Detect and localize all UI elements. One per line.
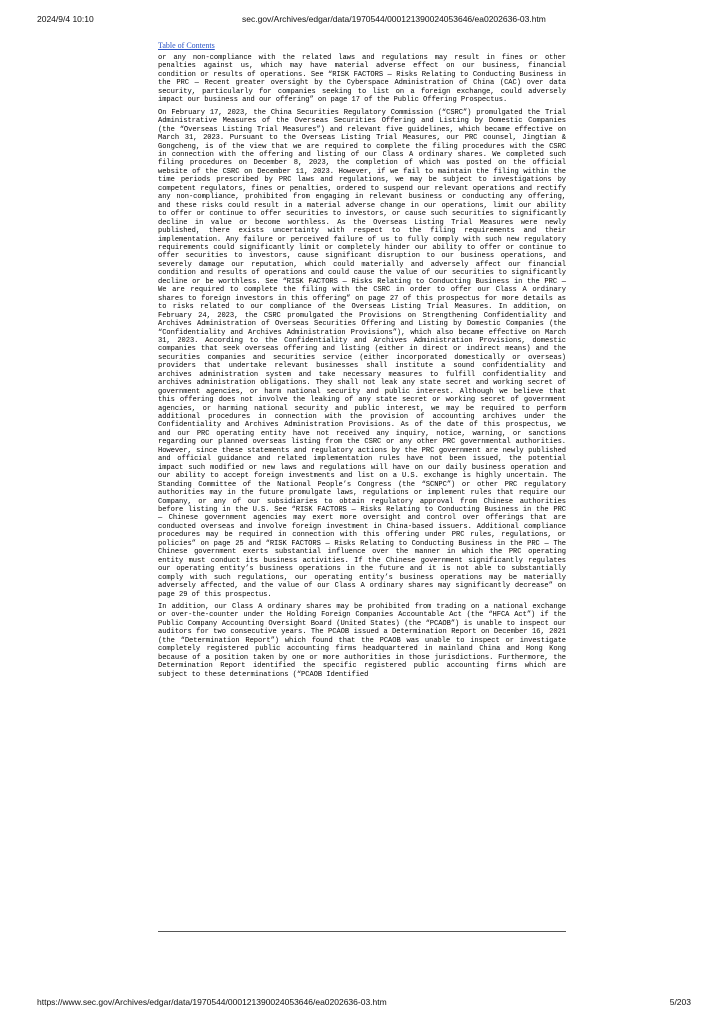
paragraph-csrc-filing: On February 17, 2023, the China Securities Regulatory Commission (“CSRC”) promulgated the Trial Administrative Measures of the Overseas Securities Offering and Listing by Domestic Companies (the “Overseas Listing Trial Measures”) and relevant five guidelines, which became effective on March 31, 2023. Pursuant to the Overseas Listing Trial Measures, our PRC counsel, Jingtian & Gongcheng, is of the view that we are required to complete the filing procedures with the CSRC in connection with the offering and listing of our Class A ordinary shares. We completed such filing procedures on December 8, 2023, the completion of which was posted on the official website of the CSRC on December 11, 2023. However, if we fail to maintain the filing within the time periods prescribed by PRC laws and regulations, we may be subject to investigations by competent regulators, fines or penalties, ordered to suspend our relevant operations and rectify any non-compliance, prohibited from engaging in relevant business or conducting any offering, and these risks could result in a material adverse change in our operations, limit our ability to offer or continue to offer securities to investors, or cause such securities to significantly decline in value or become worthless. As the Overseas Listing Trial Measures were newly published, there exists uncertainty with respect to the filing requirements and their implementation. Any failure or perceived failure of us to fully comply with such new regulatory requirements could significantly limit or completely hinder our ability to offer or continue to offer securities to investors, cause significant disruption to our business operations, and severely damage our reputation, which could materially and adversely affect our financial condition and results of operations and could cause the value of our securities to significantly decline or be worthless. See “RISK FACTORS — Risks Relating to Conducting Business in the PRC — We are required to complete the filing with the CSRC in order to offer our Class A ordinary shares to foreign investors in this offering” on page 27 of this prospectus for more details as to risks related to our compliance of the Overseas Listing Trial Measures. In addition, on February 24, 2023, the CSRC promulgated the Provisions on Strengthening Confidentiality and Archives Administration of Overseas Securities Offering and Listing by Domestic Companies (the “Confidentiality and Archives Administration Provisions”), which also became effective on March 31, 2023. According to the Confidentiality and Archives Administration Provisions, domestic companies that seek overseas offering and listing (either in direct or indirect means) and the securities companies and securities service (either incorporated domestically or overseas) providers that undertake relevant businesses shall institute a sound confidentiality and archives administration system and take necessary measures to fulfill confidentiality and archives administration obligations. They shall not leak any state secret and working secret of government agencies, or harm national security and public interest. Although we believe that this offering does not involve the leaking of any state secret or working secret of government agencies, or harming national security and public interest, we may be required to perform additional procedures in connection with the provision of accounting archives under the Confidentiality and Archives Administration Provisions. As of the date of this prospectus, we and our PRC operating entity have not received any inquiry, notice, warning, or sanctions regarding our planned overseas listing from the CSRC or any other PRC governmental authorities. However, since these statements and regulatory actions by the PRC government are newly published and official guidance and related implementation rules have not been issued, the potential impact such modified or new laws and regulations will have on our daily business operation and our ability to accept foreign investments and list on a U.S. exchange is highly uncertain. The Standing Committee of the National People’s Congress (the “SCNPC”) or other PRC regulatory authorities may in the future promulgate laws, regulations or implement rules that require our Company, or any of our subsidiaries to obtain regulatory approval from Chinese authorities before listing in the U.S. See “RISK FACTORS — Risks Relating to Conducting Business in the PRC — Chinese government agencies may exert more oversight and control over offerings that are conducted overseas and involve foreign investment in China-based issuers. Additional compliance procedures may be required in connection with this offering under PRC rules, regulations, or policies” on page 25 and “RISK FACTORS — Risks Relating to Conducting Business in the PRC — The Chinese government exerts substantial influence over the manner in which the PRC operating entity must conduct its business activities. If the Chinese government significantly regulates our operating entity’s business operations in the future and it is not able to substantially comply with such regulations, our operating entity’s business operations may be materially adversely affected, and the value of our Class A ordinary shares may significantly decrease” on page 29 of this prospectus. — [158, 108, 566, 599]
table-of-contents-link[interactable]: Table of Contents — [158, 41, 215, 50]
print-header — [0, 14, 724, 28]
paragraph-data-security: or any non-compliance with the related laws and regulations may result in fines or other penalties against us, which may have material adverse effect on our business, financial condition or results of operations. See “RISK FACTORS — Risks Relating to Conducting Business in the PRC — Recent greater oversight by the Cyberspace Administration of China (CAC) over data security, particularly for companies seeking to list on a foreign exchange, could adversely impact our business and our offering” on page 17 of the Public Offering Prospectus. — [158, 54, 566, 105]
paragraph-hfca-act: In addition, our Class A ordinary shares may be prohibited from trading on a national exchange or over-the-counter under the Holding Foreign Companies Accountable Act (the “HFCA Act”) if the Public Company Accounting Oversight Board (United States) (the “PCAOB”) is unable to inspect our auditors for two consecutive years. The PCAOB issued a Determination Report on December 16, 2021 (the “Determination Report”) which found that the PCAOB was unable to inspect or investigate completely registered public accounting firms headquartered in mainland China and Hong Kong because of a position taken by one or more authorities in those jurisdictions. Furthermore, the Determination Report identified the specific registered public accounting firms which are subject to these determinations (“PCAOB Identified — [158, 603, 566, 679]
page-number: 5/203 — [669, 997, 691, 1007]
page-divider — [158, 931, 566, 932]
print-datetime: 2024/9/4 10:10 — [37, 14, 94, 24]
print-footer-url: https://www.sec.gov/Archives/edgar/data/1970544/000121390024053646/ea0202636-03.htm — [37, 997, 387, 1007]
document-body — [158, 41, 566, 683]
print-header-url: sec.gov/Archives/edgar/data/1970544/000121390024053646/ea0202636-03.htm — [242, 14, 546, 24]
print-footer — [0, 997, 724, 1011]
